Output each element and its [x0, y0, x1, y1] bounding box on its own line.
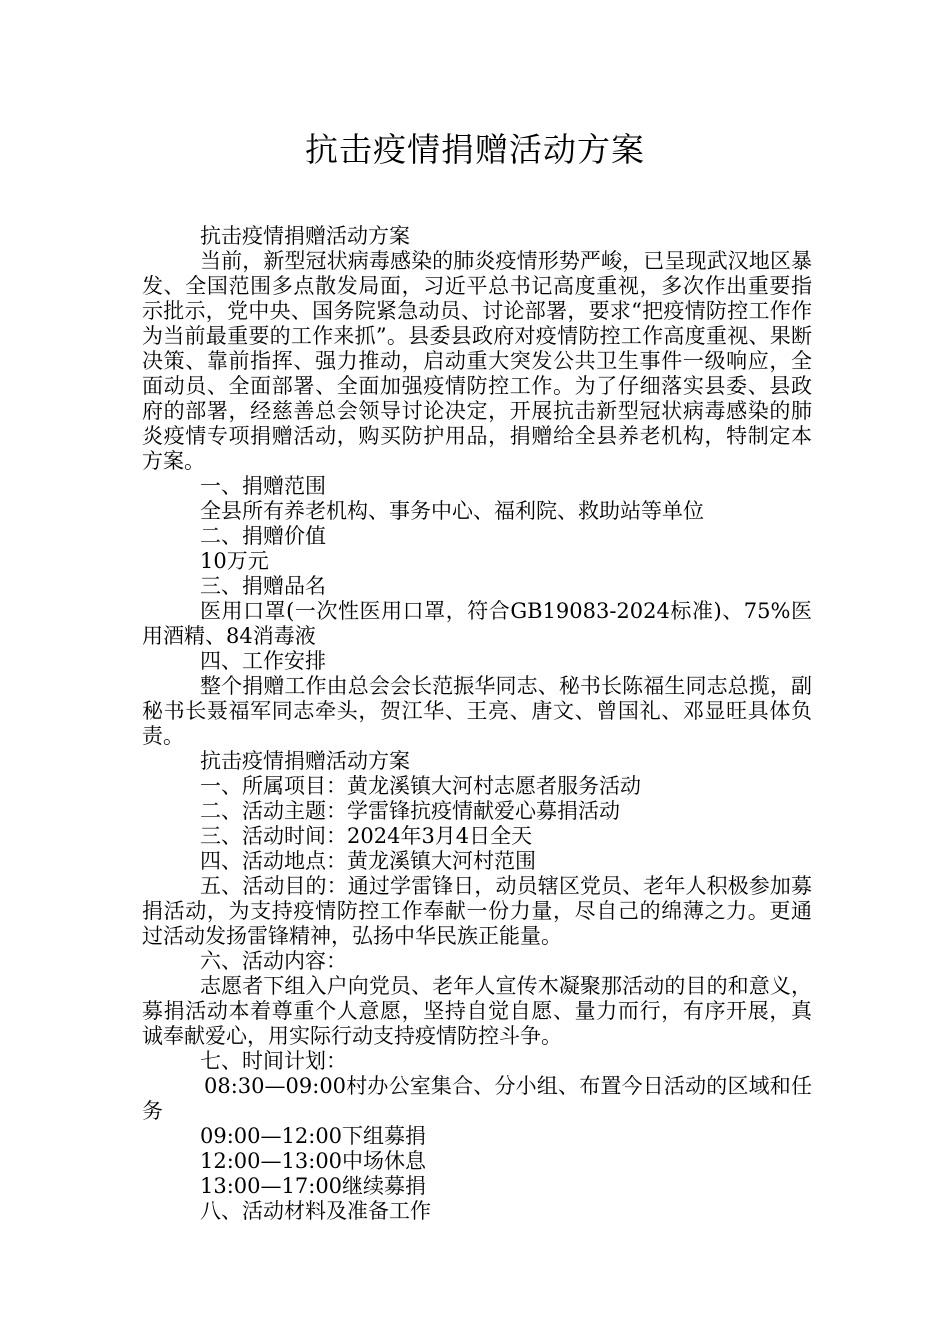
item-purpose: 五、活动目的：通过学雷锋日，动员辖区党员、老年人积极参加募捐活动，为支持疫情防控工作奉献一份力量，尽自己的绵薄之力。更通过活动发扬雷锋精神，弘扬中华民族正能量。	[142, 874, 812, 948]
paragraph-subtitle: 抗击疫情捐赠活动方案	[200, 224, 410, 248]
schedule-item: 09:00—12:00下组募捐	[200, 1124, 427, 1148]
schedule-item: 12:00—13:00中场休息	[200, 1149, 427, 1173]
item-time: 三、活动时间：2024年3月4日全天	[200, 824, 533, 848]
item-theme: 二、活动主题：学雷锋抗疫情献爱心募捐活动	[200, 799, 620, 823]
heading-donation-value: 二、捐赠价值	[200, 524, 326, 548]
heading-time-plan: 七、时间计划：	[200, 1049, 347, 1073]
heading-donation-scope: 一、捐赠范围	[200, 474, 326, 498]
paragraph-donation-items: 医用口罩(一次性医用口罩，符合GB19083-2024标准)、75%医用酒精、84消毒液	[142, 599, 812, 648]
paragraph-activity-content: 志愿者下组入户向党员、老年人宣传木凝聚那活动的目的和意义，募捐活动本着尊重个人意愿，坚持自觉自愿、量力而行，有序开展，真诚奉献爱心，用实际行动支持疫情防控斗争。	[142, 974, 812, 1048]
paragraph-donation-value: 10万元	[200, 549, 269, 573]
heading-donation-items: 三、捐赠品名	[200, 574, 326, 598]
paragraph-donation-scope: 全县所有养老机构、事务中心、福利院、救助站等单位	[200, 499, 704, 523]
heading-work-arrangement: 四、工作安排	[200, 649, 326, 673]
item-location: 四、活动地点：黄龙溪镇大河村范围	[200, 849, 536, 873]
item-project: 一、所属项目：黄龙溪镇大河村志愿者服务活动	[200, 774, 641, 798]
schedule-item: 13:00—17:00继续募捐	[200, 1174, 427, 1198]
paragraph-work-arrangement: 整个捐赠工作由总会会长范振华同志、秘书长陈福生同志总揽，副秘书长聂福军同志牵头，贺江华、王亮、唐文、曾国礼、邓显旺具体负责。	[142, 674, 812, 748]
document-title: 抗击疫情捐赠活动方案	[305, 130, 645, 169]
heading-activity-content: 六、活动内容：	[200, 949, 347, 973]
schedule-item: 08:30—09:00村办公室集合、分小组、布置今日活动的区域和任务	[142, 1074, 812, 1123]
paragraph-second-title: 抗击疫情捐赠活动方案	[200, 749, 410, 773]
document-body	[142, 224, 812, 1224]
heading-materials: 八、活动材料及准备工作	[200, 1199, 431, 1223]
paragraph-intro: 当前，新型冠状病毒感染的肺炎疫情形势严峻，已呈现武汉地区暴发、全国范围多点散发局面，习近平总书记高度重视，多次作出重要指示批示，党中央、国务院紧急动员、讨论部署，要求“把疫情防控工作作为当前最重要的工作来抓”。县委县政府对疫情防控工作高度重视、果断决策、靠前指挥、强力推动，启动重大突发公共卫生事件一级响应，全面动员、全面部署、全面加强疫情防控工作。为了仔细落实县委、县政府的部署，经慈善总会领导讨论决定，开展抗击新型冠状病毒感染的肺炎疫情专项捐赠活动，购买防护用品，捐赠给全县养老机构，特制定本方案。	[142, 249, 812, 473]
